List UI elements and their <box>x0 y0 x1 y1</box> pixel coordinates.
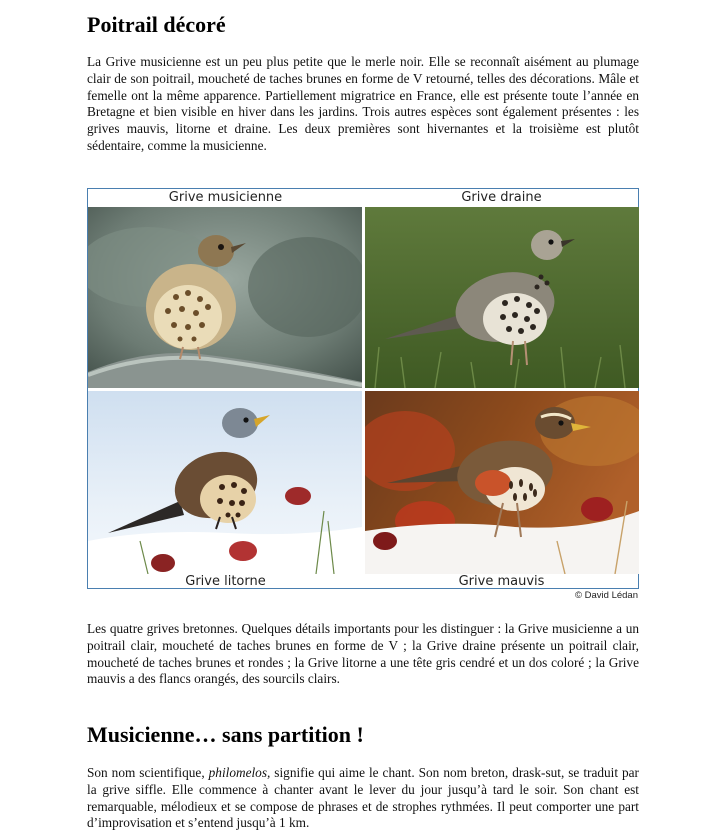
photo-grive-mauvis <box>365 391 639 574</box>
figure-legend: Les quatre grives bretonnes. Quelques détails importants pour les distinguer : la Grive musicienne a un poitrail clair, moucheté de taches brunes en forme de V ; la Grive draine présente un poitrail clair, moucheté de taches brunes et rondes ; la Grive litorne a une tête gris cendré et un dos coloré ; la Grive mauvis a des flancs orangés, des sourcils clairs. <box>87 621 639 687</box>
photo-grive-musicienne <box>88 207 362 388</box>
caption-grive-mauvis: Grive mauvis <box>458 574 545 589</box>
photo-credit: © David Lédan <box>575 590 638 601</box>
scientific-name: philomelos, <box>208 765 271 780</box>
caption-grive-draine: Grive draine <box>461 190 542 205</box>
intro-paragraph: La Grive musicienne est un peu plus petite que le merle noir. Elle se reconnaît aisément au plumage clair de son poitrail, moucheté de taches brunes en forme de V retourné, telles des décorations. Mâle et femelle ont la même apparence. Partiellement migratrice en France, elle est présente toute l’année en Bretagne et bien visible en hiver dans les jardins. Trois autres espèces sont également présentes : les grives mauvis, litorne et draine. Les deux premières sont hivernantes et la troisième est plutôt sédentaire, comme la musicienne. <box>87 54 639 153</box>
song-paragraph <box>87 765 639 832</box>
section-title-poitrail: Poitrail décoré <box>87 12 226 37</box>
section-title-musicienne: Musicienne… sans partition ! <box>87 722 364 747</box>
song-paragraph-start: Son nom scientifique, <box>87 765 209 780</box>
caption-grive-litorne: Grive litorne <box>185 574 266 589</box>
photo-grive-litorne <box>88 391 362 574</box>
thrush-photo-grid <box>87 188 639 589</box>
song-paragraph-end: signifie qui aime le chant. Son nom breton, drask-sut, se traduit par la grive siffle. Elle commence à chanter avant le lever du jour jusqu’à tard le soir. Son chant est remarquable, mélodieux et se compose de phrases et de strophes rythmées. Il peut comporter une part d’improvisation et s’entend jusqu’à 1 km. <box>87 765 639 831</box>
photo-grive-draine <box>365 207 639 388</box>
caption-grive-musicienne: Grive musicienne <box>168 190 283 205</box>
